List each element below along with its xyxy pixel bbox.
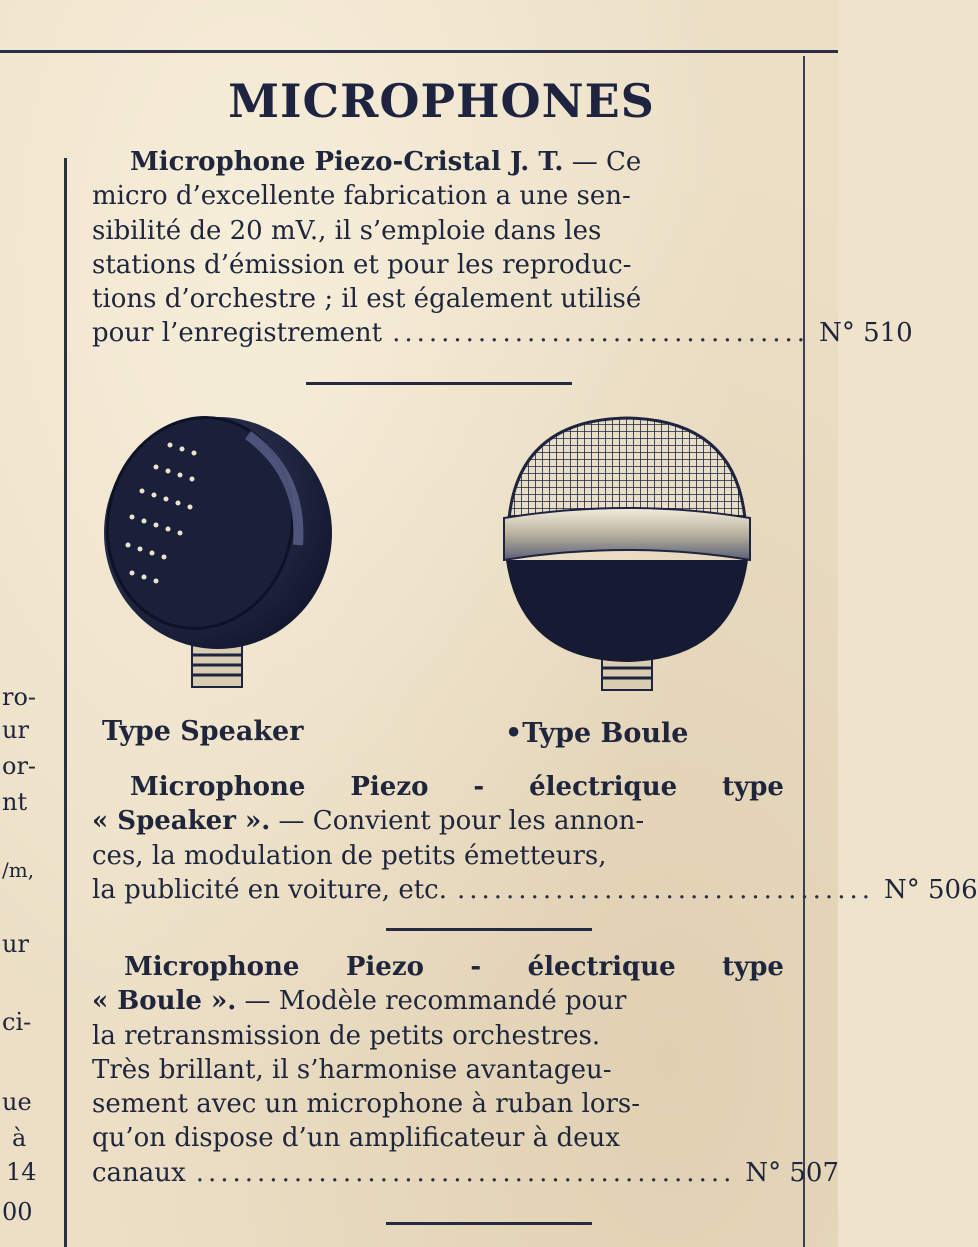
text-line (92, 145, 784, 179)
top-rule (0, 50, 838, 53)
column-divider-left (64, 158, 67, 1247)
product-510-ref: N° 510 (819, 318, 913, 349)
leader-dots: .................................. (392, 318, 810, 349)
text-line (92, 984, 784, 1018)
heading-word: électrique (527, 952, 676, 982)
text-line: stations d’émission et pour les reproduc- (92, 249, 632, 280)
text-fragment: — Ce (563, 147, 642, 177)
text-line: Très brillant, il s’harmonise avantageu- (92, 1054, 612, 1085)
product-507-name: « Boule ». (92, 986, 237, 1017)
heading-word: Microphone (124, 952, 300, 982)
column-divider-right (803, 56, 805, 1247)
left-column-fragment: ci- (2, 1008, 32, 1036)
text-line (92, 950, 784, 984)
product-506-name: « Speaker ». (92, 806, 271, 837)
text-line (92, 316, 913, 350)
left-column-fragment: ur (2, 930, 29, 958)
text-fragment: la publicité en voiture, etc. (92, 874, 447, 905)
heading-word: - (470, 952, 482, 982)
text-fragment: — Modèle recommandé pour (236, 986, 627, 1017)
product-510-description (92, 145, 913, 351)
text-line: sement avec un microphone à ruban lors- (92, 1089, 641, 1120)
text-line: tions d’orchestre ; il est également utilisé (92, 284, 642, 315)
left-column-fragment: ue (2, 1088, 32, 1116)
caption-type-boule: •Type Boule (505, 718, 689, 749)
speaker-microphone-illustration (98, 405, 338, 695)
left-column-fragment: ro- (2, 683, 37, 711)
left-column-fragment: ur (2, 716, 29, 744)
text-line: ces, la modulation de petits émetteurs, (92, 840, 607, 871)
heading-word: - (473, 772, 485, 802)
heading-word: Piezo (350, 772, 429, 802)
text-line: la retransmission de petits orchestres. (92, 1020, 601, 1051)
product-510-name: Microphone Piezo-Cristal J. T. (130, 147, 564, 177)
left-column-fragment: 00 (2, 1198, 33, 1226)
separator-rule (386, 1222, 592, 1225)
leader-dots: ............................................ (195, 1157, 736, 1188)
product-507-ref: N° 507 (745, 1157, 840, 1188)
product-507-description (92, 950, 840, 1190)
boule-microphone-illustration (500, 410, 754, 695)
text-line: micro d’excellente fabrication a une sen- (92, 181, 631, 212)
caption-type-speaker: Type Speaker (102, 716, 304, 747)
heading-word: type (722, 952, 784, 982)
text-line: qu’on dispose d’un amplificateur à deux (92, 1123, 620, 1154)
product-506-description (92, 770, 978, 907)
text-line (92, 804, 784, 838)
heading-word: électrique (529, 772, 678, 802)
separator-rule (306, 382, 572, 385)
page-title: MICROPHONES (228, 74, 655, 128)
product-506-ref: N° 506 (883, 874, 978, 905)
left-column-fragment: nt (2, 788, 28, 816)
heading-word: Microphone (130, 772, 306, 802)
text-line (92, 770, 784, 804)
text-line (92, 1156, 840, 1190)
left-column-fragment: or- (2, 752, 37, 780)
separator-rule (386, 928, 592, 931)
heading-word: type (722, 772, 784, 802)
left-column-fragment: /m, (2, 858, 35, 882)
text-fragment: pour l’enregistrement (92, 318, 383, 349)
text-fragment: canaux (92, 1157, 186, 1188)
left-column-fragment: 14 (6, 1158, 37, 1186)
leader-dots: .................................. (456, 874, 874, 905)
left-column-fragment: à (12, 1124, 27, 1152)
text-fragment: — Convient pour les annon- (270, 806, 645, 837)
heading-word: Piezo (345, 952, 424, 982)
text-line: sibilité de 20 mV., il s’emploie dans les (92, 215, 602, 246)
text-line (92, 873, 978, 907)
